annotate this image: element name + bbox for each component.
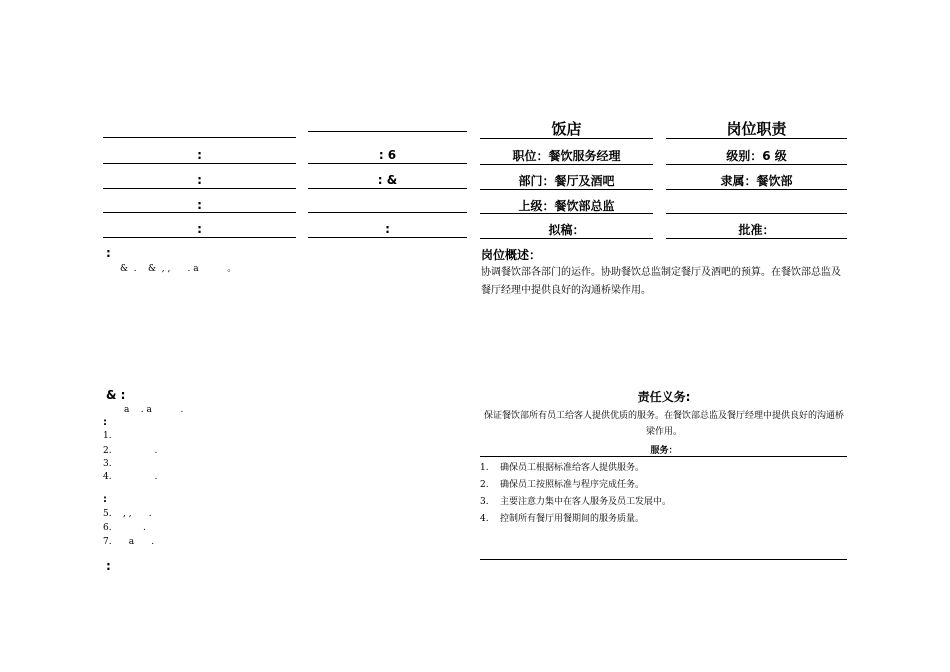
bottom-divider	[480, 559, 847, 560]
position-field: 职位：餐饮服务经理	[512, 149, 621, 163]
list-item-text: 控制所有餐厅用餐期间的服务质量。	[500, 514, 645, 524]
list-item-text: 确保员工按照标准与程序完成任务。	[500, 480, 645, 490]
left-overview-text: & . & , , . a 。	[120, 264, 237, 274]
list-item: 2. .	[103, 446, 158, 456]
left-cell-6: :	[197, 222, 202, 236]
grade-field: 级别：6 级	[726, 149, 787, 163]
list-item	[480, 511, 847, 528]
left-overview-heading: :	[106, 246, 111, 260]
hotel-name: 饭店	[551, 120, 582, 138]
left-cell-5: :	[197, 198, 202, 212]
list-item	[480, 460, 847, 477]
left-cell-1: :	[197, 148, 202, 162]
overview-heading: 岗位概述：	[481, 248, 542, 262]
list-item-number: 3.	[480, 497, 489, 507]
duties-list	[480, 460, 847, 528]
duties-text: 保证餐饮部所有员工给客人提供优质的服务。在餐饮部总监及餐厅经理中提供良好的沟通桥梁作用。	[483, 411, 844, 437]
reports-to-field: 隶属：餐饮部	[720, 174, 793, 188]
left-items-b-heading: :	[103, 494, 107, 505]
list-item-number: 4.	[480, 514, 489, 524]
left-items-b	[103, 507, 154, 549]
list-item-text: 确保员工根据标准给客人提供服务。	[500, 463, 645, 473]
left-items-a	[103, 428, 157, 484]
list-item: 5. , , .	[103, 509, 152, 519]
list-item: 1.	[103, 431, 112, 441]
list-item: 4. .	[103, 472, 158, 482]
list-item: 3.	[103, 459, 112, 469]
left-service-heading: :	[103, 417, 107, 428]
left-duties-text: a . a .	[124, 405, 184, 415]
list-item: 7. a .	[103, 537, 155, 547]
list-item-number: 1.	[480, 463, 489, 473]
superior-field: 上级：餐饮部总监	[518, 199, 615, 213]
left-cell-3: :	[197, 173, 202, 187]
service-heading: 服务：	[650, 446, 678, 456]
duties-heading: 责任义务:	[637, 390, 691, 404]
list-item	[480, 477, 847, 494]
left-cell-7: :	[385, 222, 390, 236]
left-bottom-heading: :	[106, 559, 111, 573]
left-cell-2: : 6	[378, 148, 397, 162]
overview-text: 协调餐饮部各部门的运作。协助餐饮总监制定餐厅及酒吧的预算。在餐饮部总监及餐厅经理中提供良好的沟通桥梁作用。	[481, 267, 841, 296]
left-cell-4: : &	[377, 173, 398, 187]
list-item-text: 主要注意力集中在客人服务及员工发展中。	[500, 497, 672, 507]
list-item-number: 2.	[480, 480, 489, 490]
list-item: 6. .	[103, 523, 146, 533]
department-field: 部门：餐厅及酒吧	[518, 174, 615, 188]
drafted-field: 拟稿：	[548, 223, 585, 237]
left-duties-heading: & :	[106, 388, 126, 402]
approved-field: 批准：	[738, 223, 775, 237]
doc-title: 岗位职责	[726, 120, 787, 138]
list-item	[480, 494, 847, 511]
